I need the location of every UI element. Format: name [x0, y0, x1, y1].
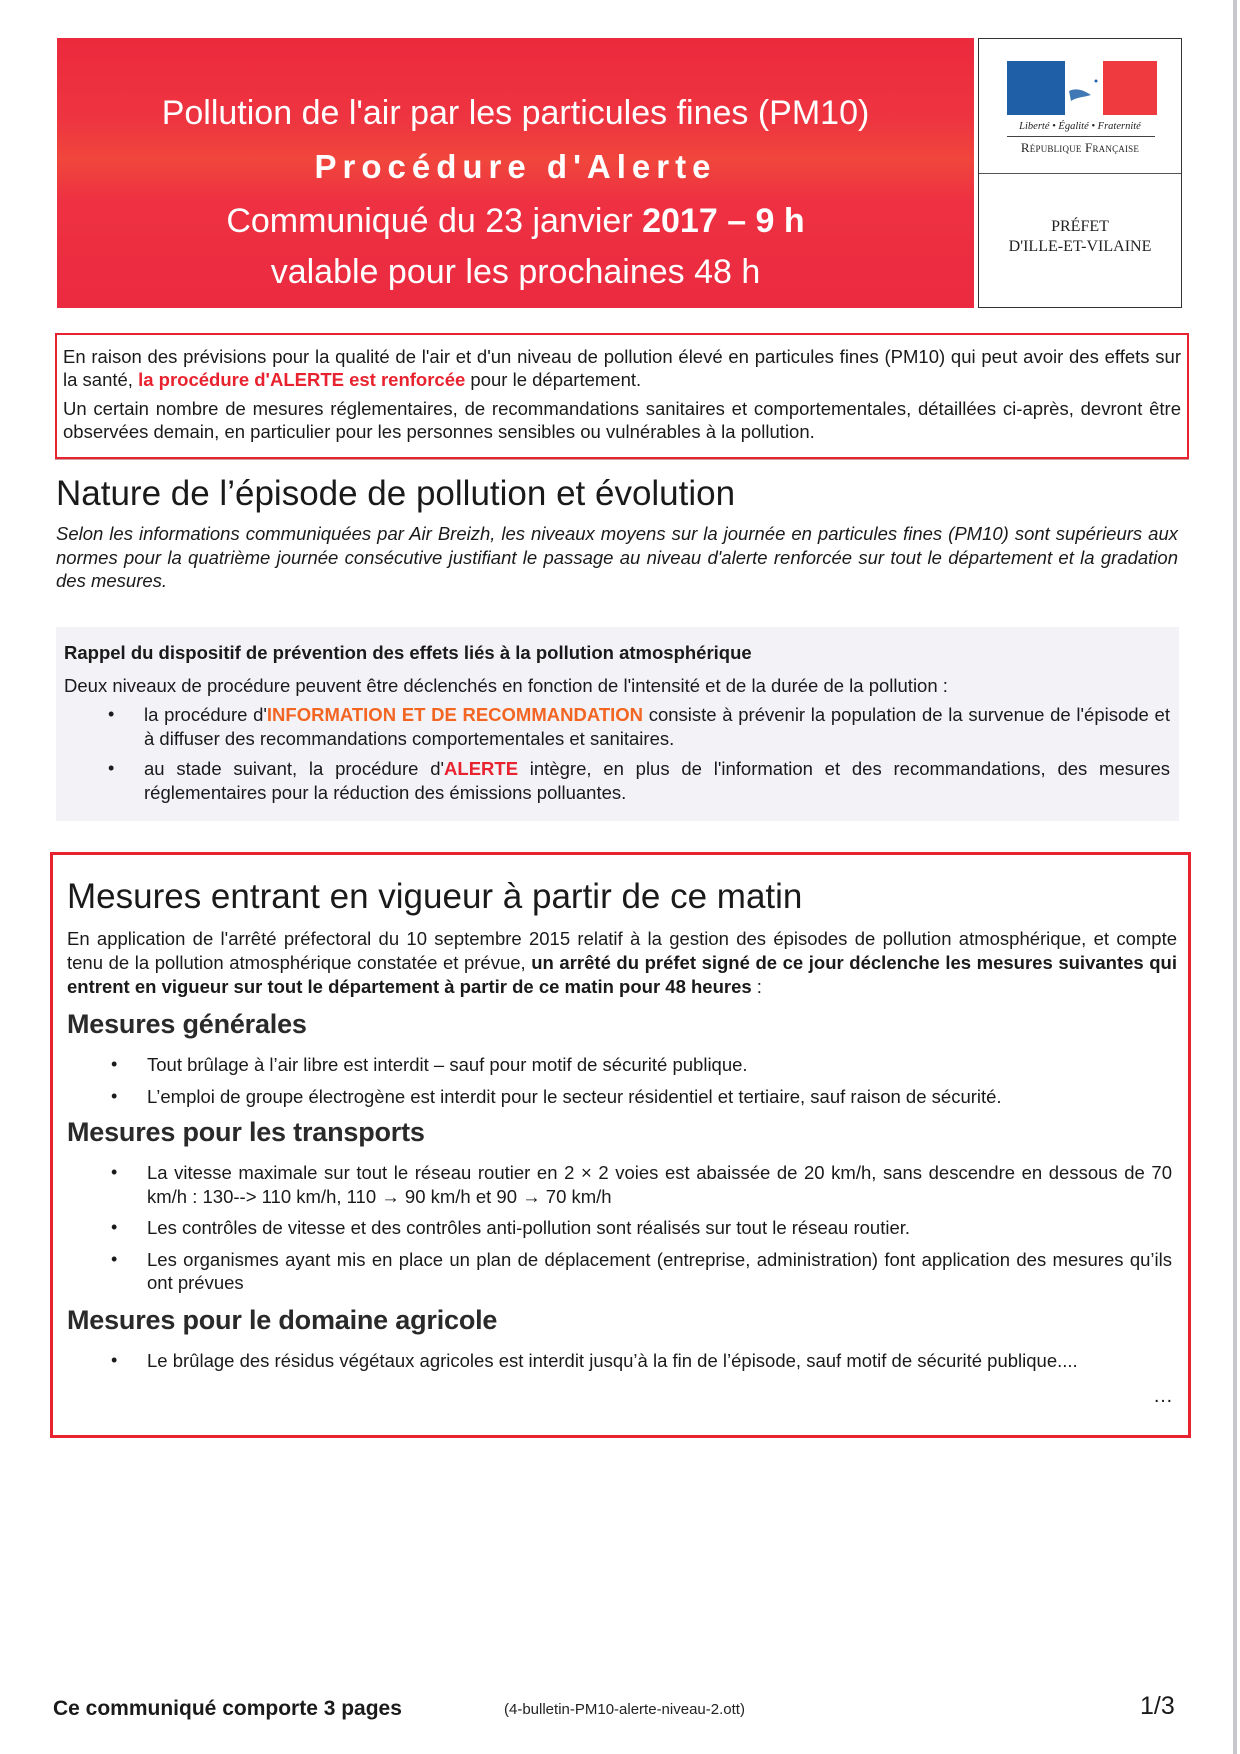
bullet-icon: • — [108, 758, 115, 778]
list-item — [67, 1216, 1172, 1240]
template-filename: (4-bulletin-PM10-alerte-niveau-2.ott) — [504, 1701, 745, 1718]
mesures-generales-list — [67, 1053, 1172, 1116]
item-text: Le brûlage des résidus végétaux agricoles est interdit jusqu’à la fin de l’épisode, sauf motif de sécurité publique.... — [147, 1350, 1078, 1371]
mesures-intro-bold: un arrêté du préfet signé de ce jour déclenche les mesures suivantes qui entrent en vigueur sur tout le département à partir de ce matin pour 48 heures — [67, 952, 1177, 997]
list-item — [64, 703, 1170, 750]
item-text: la procédure d' — [144, 704, 267, 725]
mesures-generales-heading: Mesures générales — [67, 1009, 307, 1039]
rappel-heading: Rappel du dispositif de prévention des effets liés à la pollution atmosphérique — [64, 642, 752, 663]
prefecture-logo — [978, 38, 1182, 308]
alert-highlight: la procédure d'ALERTE est renforcée — [138, 369, 466, 390]
header-procedure: Procédure d'Alerte — [314, 148, 717, 185]
rappel-box — [56, 627, 1179, 821]
header-date-prefix: Communiqué du 23 janvier — [226, 202, 643, 240]
mesures-heading: Mesures entrant en vigueur à partir de ce matin — [67, 877, 803, 916]
mesures-intro-text: En application de l'arrêté préfectoral du 10 septembre 2015 relatif à la gestion des épisodes de pollution atmosphérique, et compte tenu de la pollution atmosphérique constatée et prévue, — [67, 928, 1177, 973]
republique-francaise: République Française — [1020, 140, 1140, 155]
rappel-intro: Deux niveaux de procédure peuvent être déclenchés en fonction de l'intensité et de la durée de la pollution : — [64, 675, 948, 696]
bullet-icon: • — [111, 1248, 118, 1269]
marianne-flag-icon — [1007, 61, 1157, 115]
mesures-transports-heading: Mesures pour les transports — [67, 1117, 425, 1147]
list-item — [67, 1053, 1172, 1077]
item-text: Les contrôles de vitesse et des contrôles anti-pollution sont réalisés sur tout le réseau routier. — [147, 1217, 911, 1238]
header-validity: valable pour les prochaines 48 h — [270, 253, 761, 291]
mesures-agricole-list — [67, 1349, 1172, 1381]
prefet-line1: PRÉFET — [1051, 218, 1109, 235]
page-number: 1/3 — [1140, 1692, 1175, 1720]
mesures-agricole-heading: Mesures pour le domaine agricole — [67, 1305, 498, 1335]
list-item — [67, 1248, 1172, 1295]
alert-level-highlight: ALERTE — [444, 758, 519, 779]
continuation-ellipsis: … — [1153, 1385, 1174, 1407]
prefet-line2: D'ILLE-ET-VILAINE — [1008, 238, 1152, 255]
item-text: intègre, en plus de l'information et des recommandations, des mesures réglementaires pour la réduction des émissions polluantes. — [144, 758, 1170, 803]
intro-paragraph-2: Un certain nombre de mesures réglementaires, de recommandations sanitaires et comportementales, détaillées ci-après, devront être observées demain, en particulier pour les personnes sensibles ou vulnérables à la pollution. — [63, 398, 1181, 442]
bullet-icon: • — [111, 1217, 118, 1237]
item-text: au stade suivant, la procédure d' — [144, 758, 445, 779]
marianne-block — [979, 39, 1181, 174]
information-level-highlight: INFORMATION ET DE RECOMMANDATION — [266, 704, 644, 725]
list-item — [67, 1085, 1172, 1109]
item-text: La vitesse maximale sur tout le réseau routier en 2 × 2 voies est abaissée de 20 km/h, sans descendre en dessous de 70 km/h : 130--> 110 km/h, 110 → 90 km/h et 90 → 70 km/h — [147, 1162, 1172, 1207]
bullet-icon: • — [111, 1350, 118, 1370]
list-item — [67, 1349, 1172, 1373]
mesures-box — [50, 852, 1191, 1438]
page-count-note: Ce communiqué comporte 3 pages — [53, 1697, 402, 1720]
item-text: consiste à prévenir la population de la survenue de l'épisode et à diffuser des recommandations comportementales et sanitaires. — [144, 704, 1170, 749]
intro-text: pour le département. — [465, 369, 642, 390]
bullet-icon: • — [111, 1085, 118, 1106]
intro-text: En raison des prévisions pour la qualité de l'air et d'un niveau de pollution élevé en particules fines (PM10) qui peut avoir des effets sur la santé, — [63, 346, 1181, 390]
list-item — [64, 757, 1170, 804]
mesures-transports-list — [67, 1161, 1172, 1303]
intro-paragraph-1 — [57, 345, 1187, 391]
item-text: L’emploi de groupe électrogène est interdit pour le secteur résidentiel et tertiaire, sauf raison de sécurité. — [147, 1085, 1002, 1107]
bullet-icon: • — [111, 1054, 118, 1074]
intro-alert-box — [55, 333, 1189, 459]
nature-heading: Nature de l’épisode de pollution et évolution — [56, 474, 736, 513]
header-date — [57, 202, 974, 241]
item-text: Tout brûlage à l’air libre est interdit – sauf pour motif de sécurité publique. — [147, 1054, 748, 1075]
republic-motto: Liberté • Égalité • Fraternité — [1019, 121, 1141, 132]
procedure-levels-list — [64, 703, 1170, 811]
bullet-icon: • — [111, 1162, 118, 1182]
header-title: Pollution de l'air par les particules fines (PM10) — [161, 94, 870, 132]
header-date-bold: 2017 – 9 h — [642, 202, 805, 240]
nature-description: Selon les informations communiquées par Air Breizh, les niveaux moyens sur la journée en particules fines (PM10) sont supérieurs aux normes pour la quatrième journée consécutive justifiant le passage au niveau d'alerte renforcée sur tout le département et la gradation des mesures. — [56, 523, 1178, 591]
prefet-label — [979, 217, 1181, 257]
item-text: Les organismes ayant mis en place un plan de déplacement (entreprise, administration) font application des mesures qu’ils ont prévues — [147, 1248, 1172, 1293]
page-edge — [1233, 0, 1237, 1754]
list-item — [67, 1161, 1172, 1208]
bullet-icon: • — [108, 704, 115, 724]
header-banner — [57, 38, 974, 308]
mesures-intro-suffix: : — [751, 976, 762, 997]
mesures-intro — [67, 927, 1177, 999]
